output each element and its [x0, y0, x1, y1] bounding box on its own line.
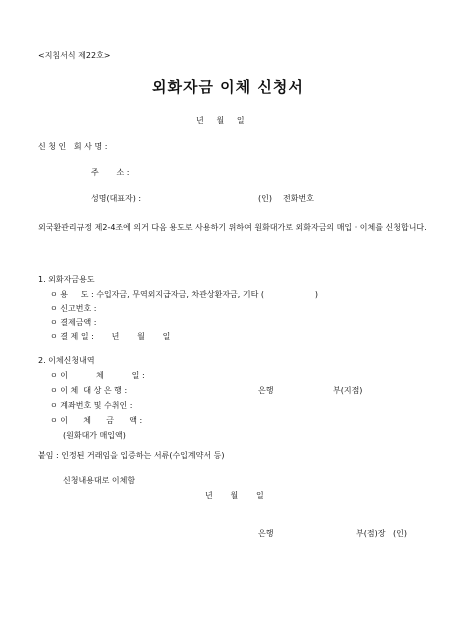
section1-payment-date: ㅇ 결 제 일 : 년 월 일	[50, 332, 171, 341]
company-name-label: 신 청 인 회 사 명 :	[38, 142, 108, 151]
section1-report-number: ㅇ 신고번호 :	[50, 304, 97, 313]
section1-purpose: ㅇ 용 도 : 수입자금, 무역외지급자금, 차관상환자금, 기타 ( )	[50, 290, 318, 299]
confirmation-text: 신청내용대로 이체함	[63, 476, 136, 485]
footer-bank-label: 은행	[258, 529, 274, 538]
section2-heading: 2. 이체신청내역	[38, 356, 95, 365]
address-label: 주 소 :	[91, 168, 130, 177]
seal-label: (인)	[258, 194, 272, 203]
section2-bank-label: 은행	[258, 386, 274, 395]
application-date: 년 월 일	[196, 116, 245, 125]
document-title: 외화자금 이체 신청서	[152, 78, 304, 96]
intro-paragraph: 외국환관리규정 제2-4조에 의거 다음 용도로 사용하기 위하여 원화대가로 외화자금의 매입 · 이체를 신청합니다.	[38, 223, 427, 232]
attachment-note: 붙임 : 인정된 거래임을 입증하는 서류(수입계약서 등)	[38, 451, 225, 460]
footer-signature: 부(점)장 (인)	[356, 529, 408, 538]
representative-name-label: 성명(대표자) :	[91, 194, 142, 203]
section2-branch-label: 부(지점)	[333, 386, 363, 395]
section2-won-note: (원화대가 매입액)	[63, 431, 126, 440]
confirmation-date: 년 월 일	[205, 491, 264, 500]
section1-heading: 1. 외화자금용도	[38, 275, 95, 284]
section2-transfer-date: ㅇ 이 체 일 :	[50, 371, 145, 380]
section1-payment-amount: ㅇ 결제금액 :	[50, 318, 97, 327]
form-number: <지침서식 제22호>	[38, 51, 111, 60]
section2-target-bank: ㅇ 이 체 대 상 은 행 :	[50, 386, 128, 395]
section2-account-recipient: ㅇ 계좌번호 및 수취인 :	[50, 401, 133, 410]
phone-label: 전화번호	[283, 194, 314, 203]
section2-transfer-amount: ㅇ 이 체 금 액 :	[50, 416, 143, 425]
